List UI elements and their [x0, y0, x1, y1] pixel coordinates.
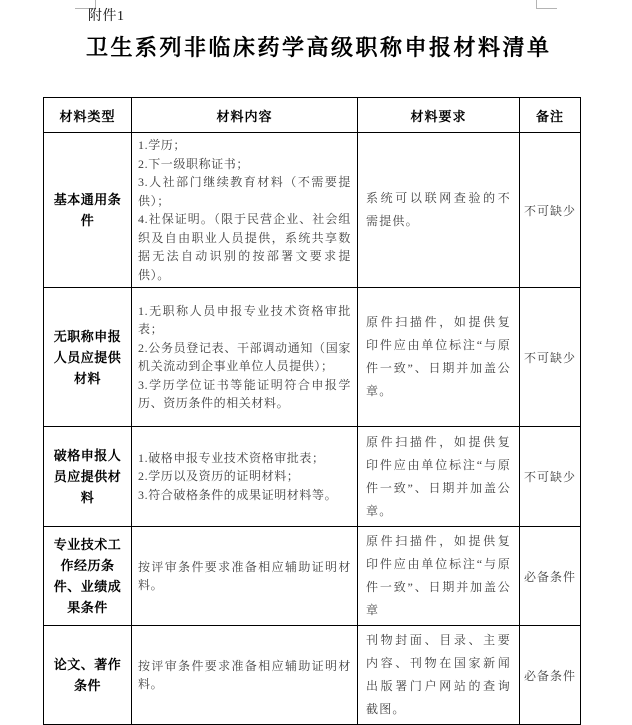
column-header-material-requirement: 材料要求 [358, 98, 520, 133]
column-header-note: 备注 [520, 98, 581, 133]
content-line: 按评审条件要求准备相应辅助证明材料。 [138, 658, 351, 691]
material-content-cell [132, 626, 358, 725]
material-content-cell [132, 133, 358, 288]
content-line: 3.人社部门继续教育材料（不需要提供）； [138, 175, 351, 208]
content-line: 2.学历以及资历的证明材料； [138, 469, 300, 484]
note-cell: 必备条件 [520, 527, 581, 626]
table-row [44, 626, 581, 725]
materials-checklist-table [43, 97, 581, 725]
table-row [44, 133, 581, 288]
content-line: 2.公务员登记表、干部调动通知（国家机关流动到企事业单位人员提供）； [138, 340, 351, 373]
table-header-row [44, 98, 581, 133]
material-type-cell: 无职称申报人员应提供材料 [44, 288, 132, 427]
table-row [44, 527, 581, 626]
note-cell: 不可缺少 [520, 133, 581, 288]
material-requirement-cell: 原件扫描件，如提供复印件应由单位标注“与原件一致”、日期并加盖公章 [358, 527, 520, 626]
material-content-cell [132, 427, 358, 527]
content-line: 2.下一级职称证书； [138, 156, 250, 171]
material-requirement-cell: 原件扫描件，如提供复印件应由单位标注“与原件一致”、日期并加盖公章。 [358, 288, 520, 427]
note-cell: 不可缺少 [520, 288, 581, 427]
document-title: 卫生系列非临床药学高级职称申报材料清单 [86, 35, 552, 60]
material-content-cell [132, 527, 358, 626]
content-line: 1.学历； [138, 138, 187, 152]
text-boundary-mark-top-right [536, 0, 557, 9]
content-line: 1.破格申报专业技术资格审批表； [138, 450, 325, 465]
attachment-label: 附件1 [88, 9, 125, 24]
content-line: 4.社保证明。（限于民营企业、社会组织及自由职业人员提供，系统共享数据无法自动识别的按部署文要求提供）。 [138, 212, 351, 282]
column-header-material-content: 材料内容 [132, 98, 358, 133]
table-row [44, 288, 581, 427]
table-row [44, 427, 581, 527]
material-requirement-cell: 系统可以联网查验的不需提供。 [358, 133, 520, 288]
column-header-material-type: 材料类型 [44, 98, 132, 133]
material-requirement-cell: 刊物封面、目录、主要内容、刊物在国家新闻出版署门户网站的查询截图。 [358, 626, 520, 725]
material-content-cell [132, 288, 358, 427]
note-cell: 不可缺少 [520, 427, 581, 527]
note-cell: 必备条件 [520, 626, 581, 725]
content-line: 3.学历学位证书等能证明符合申报学历、资历条件的相关材料。 [138, 377, 351, 410]
material-requirement-cell: 原件扫描件，如提供复印件应由单位标注“与原件一致”、日期并加盖公章。 [358, 427, 520, 527]
material-type-cell: 专业技术工作经历条件、业绩成果条件 [44, 527, 132, 626]
content-line: 3.符合破格条件的成果证明材料等。 [138, 487, 338, 502]
content-line: 按评审条件要求准备相应辅助证明材料。 [138, 559, 351, 592]
material-type-cell: 基本通用条件 [44, 133, 132, 288]
material-type-cell: 破格申报人员应提供材料 [44, 427, 132, 527]
content-line: 1.无职称人员申报专业技术资格审批表； [138, 303, 351, 336]
material-type-cell: 论文、著作条件 [44, 626, 132, 725]
